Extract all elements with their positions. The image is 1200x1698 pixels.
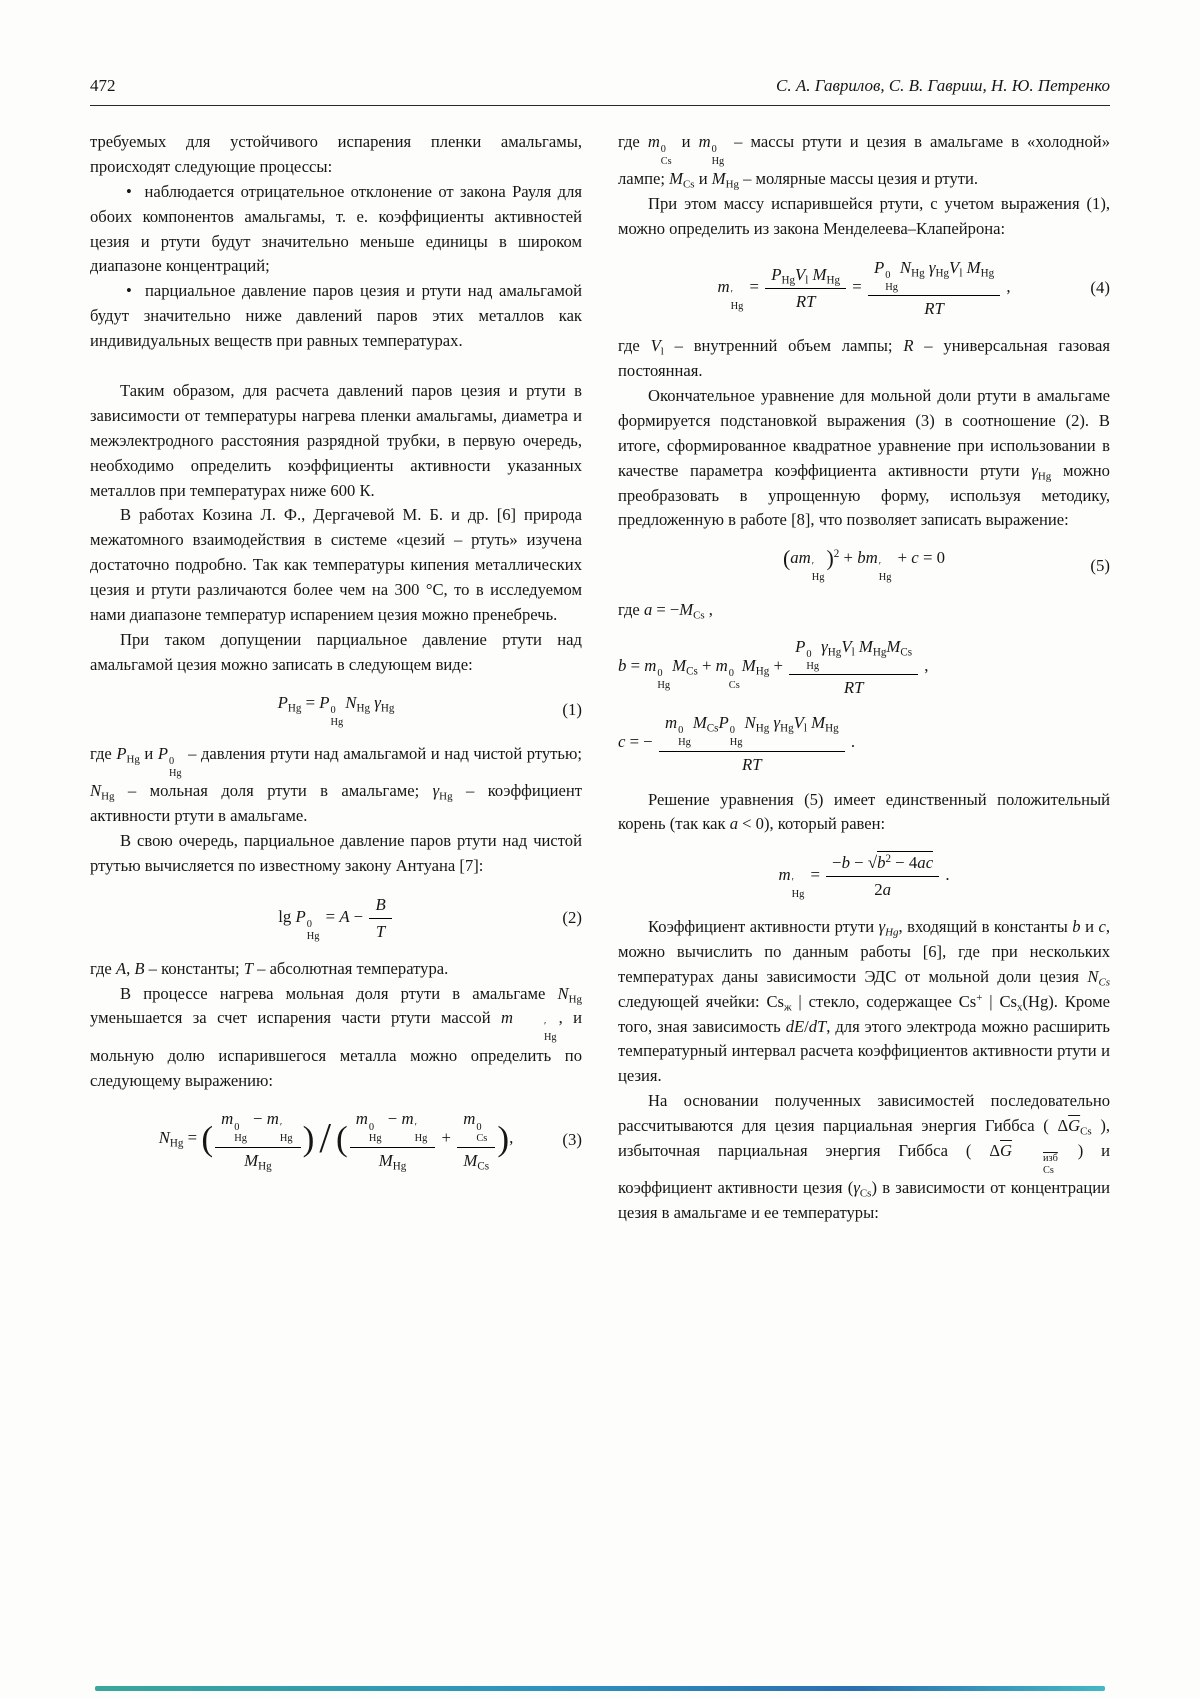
equation-5-number: (5) [1090, 555, 1110, 575]
equation-4-body: m ′ Hg = $\frac{P_{Hg}V_l M_{Hg}}{RT}$ = P 0 Hg $N_{Hg}$ $\gamma_{Hg}V_l$ $M_{Hg}$ RT , [717, 257, 1011, 319]
paragraph-evaporated-mass: При этом массу испарившейся ртути, с учетом выражения (1), можно определить из закона Менделеева–Клапейрона: [618, 194, 1110, 238]
equation-b-body: b = m 0 Hg $M_{Cs} + m$ 0 Cs $M_{Hg}$ + P 0 Hg $\gamma_{Hg}V_l$ $M_{Hg}M_{Cs}$ RT , [618, 636, 929, 698]
paragraph-solution: Решение уравнения (5) имеет единственный положительный корень (так как a < 0), который равен: [618, 789, 1110, 834]
equation-1-body: $P_{Hg} = P$ 0 Hg $N_{Hg}$ $\gamma_{Hg}$ [277, 692, 395, 728]
paragraph-gibbs-energy: На основании полученных зависимостей последовательно рассчитываются для цезия парциальная энергия Гиббса ( $\Delta\overline{G}_{Cs}$ ), избыточная парциальная энергия Гиббса ( $\Delta\overline{G}$ изб Cs ) и коэффициент активности цезия $(\gamma_{Cs})$ в зависимости от концентрации цезия в амальгаме и ее температуры: [618, 1091, 1110, 1223]
paragraph-thus: Таким образом, для расчета давлений паров цезия и ртути в зависимости от температуры нагрева пленки амальгамы, диаметра и межэлектродного расстояния разрядной трубки, в первую очередь, необходимо определить коэффициенты активности указанных металлов при температурах ниже 600 К. [90, 381, 582, 500]
equation-c [618, 711, 1110, 775]
equation-2-number: (2) [562, 907, 582, 927]
paragraph-heating: В процессе нагрева мольная доля ртути в амальгаме $N_{Hg}$ уменьшается за счет испарения части ртути массой m ′ Hg , и мольную долю испарившегося металла можно определить по следующему выражению: [90, 983, 582, 1090]
paragraph-kozin-works: В работах Козина Л. Ф., Дергачевой М. Б. и др. [6] природа межатомного взаимодействия в системе «цезий – ртуть» изучена достаточно подробно. Так как температуры кипения металлических цезия и ртути различаются более чем на 300 °С, то в исследуемом нами диапазоне температур испарением цезия можно пренебречь. [90, 505, 582, 625]
paragraph-where-a: где $a = -M_{Cs}$ , [618, 599, 713, 622]
equation-c-body: c = − m 0 Hg $M_{Cs}P$ 0 Hg $N_{Hg}$ $\gamma_{Hg}V_l$ $M_{Hg}$ RT . [618, 713, 856, 774]
equation-1 [90, 692, 582, 729]
equation-5-body: (am ′ Hg )$^2$ + bm ′ Hg + c = 0 [783, 546, 945, 584]
equation-root [618, 851, 1110, 901]
equation-3 [90, 1107, 582, 1171]
paragraph-assumption: При таком допущении парциальное давление ртути над амальгамой цезия можно записать в следующем виде: [90, 629, 582, 674]
equation-2-body: lg P 0 Hg = A − $\frac{B}{T}$ [278, 907, 393, 926]
left-column [90, 130, 582, 1226]
paragraph-where-masses: где m 0 Cs и m 0 Hg – массы ртути и цезия в амальгаме в «холодной» лампе; $M_{Cs}$ и $M_{Hg}$ – молярные массы цезия и ртути. [618, 132, 1110, 191]
paragraph-where-volume: где $V_l$ – внутренний объем лампы; R – универсальная газовая постоянная. [618, 336, 1111, 381]
equation-root-body: m ′ Hg = $\frac{-b - √b^2 - 4ac}{2a}$ . [778, 853, 950, 900]
bullet-raoult-deviation: • наблюдается отрицательное отклонение от закона Рауля для обоих компонентов амальгамы, т. е. коэффициенты активностей цезия и ртути будут значительно меньше единицы в широком диапазоне концентраций; [90, 181, 582, 276]
equation-4 [618, 256, 1110, 320]
paragraph-antoine-law: В свою очередь, парциальное давление паров ртути над чистой ртутью вычисляется по известному закону Антуана [7]: [90, 831, 582, 876]
page-number: 472 [90, 76, 116, 95]
paragraph-activity-coefficient: Коэффициент активности ртути $\gamma_{Hg}$, входящий в константы b и c, можно вычислить по данным работы [6], где при нескольких температурах даны зависимости ЭДС от мольной доли цезия $N_{Cs}$ следующей ячейки: $Cs_ж$ | стекло, содержащее Cs+ | $Cs_x(Hg)$. Кроме того, зная зависимость dE/dT, для этого электрода можно расширить температурный интервал расчета коэффициентов активности ртути и цезия. [618, 917, 1111, 1086]
equation-4-number: (4) [1090, 278, 1110, 298]
equation-1-number: (1) [562, 700, 582, 720]
equation-3-body: $N_{Hg}$ = ( m 0 Hg − m ′ Hg $M_{Hg}$ ) / ( m 0 Hg − m ′ Hg $M_{Hg}$ + m 0 Cs $M_{Cs}$ ), [158, 1109, 514, 1173]
equation-5 [618, 547, 1110, 584]
running-authors: С. А. Гаврилов, С. В. Гавриш, Н. Ю. Петренко [775, 76, 1110, 95]
equation-2 [90, 893, 582, 943]
equation-3-number: (3) [562, 1129, 582, 1149]
equation-b [618, 635, 1110, 699]
scan-artifact-line [95, 1686, 1105, 1691]
article-body [90, 130, 1110, 1226]
paragraph-where-pressures: где $P_{Hg}$ и P 0 Hg – давления ртути над амальгамой и над чистой ртутью; $N_{Hg}$ – мольная доля ртути в амальгаме; $\gamma_{Hg}$ – коэффициент активности ртути в амальгаме. [90, 744, 583, 826]
paragraph-intro: требуемых для устойчивого испарения пленки амальгамы, происходят следующие процессы: [90, 132, 582, 176]
right-column [618, 130, 1110, 1226]
running-header [90, 76, 1110, 106]
bullet-partial-pressure: • парциальное давление паров цезия и ртути над амальгамой будут значительно ниже давлений паров этих металлов как индивидуальных веществ при равных температурах. [90, 281, 582, 351]
paragraph-where-constants: где A, B – константы; T – абсолютная температура. [90, 958, 449, 978]
paragraph-final-equation: Окончательное уравнение для мольной доли ртути в амальгаме формируется подстановкой выражения (3) в соотношение (2). В итоге, сформированное квадратное уравнение при использовании в качестве параметра коэффициента активности ртути $\gamma_{Hg}$ можно преобразовать в упрощенную форму, используя методику, предложенную в работе [8], что позволяет записать выражение: [618, 386, 1110, 530]
